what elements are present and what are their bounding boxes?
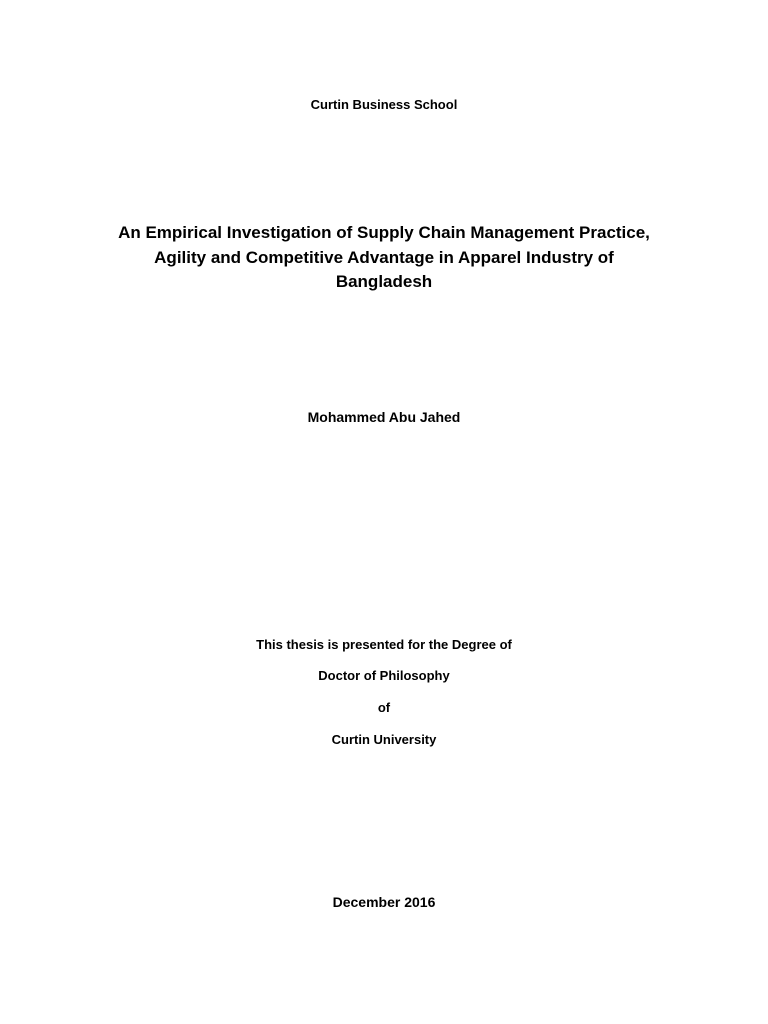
- thesis-title-line-1: An Empirical Investigation of Supply Chain Management Practice,: [118, 223, 650, 242]
- of-text: of: [377, 700, 391, 715]
- university-name: Curtin University: [331, 732, 437, 747]
- submission-date: December 2016: [332, 894, 436, 910]
- school-name: Curtin Business School: [310, 97, 458, 112]
- author-name: Mohammed Abu Jahed: [307, 409, 461, 425]
- thesis-title-line-2: Agility and Competitive Advantage in Apparel Industry of: [154, 248, 614, 267]
- thesis-title-line-3: Bangladesh: [335, 272, 433, 291]
- degree-statement: This thesis is presented for the Degree of: [256, 637, 512, 652]
- degree-name: Doctor of Philosophy: [318, 668, 450, 683]
